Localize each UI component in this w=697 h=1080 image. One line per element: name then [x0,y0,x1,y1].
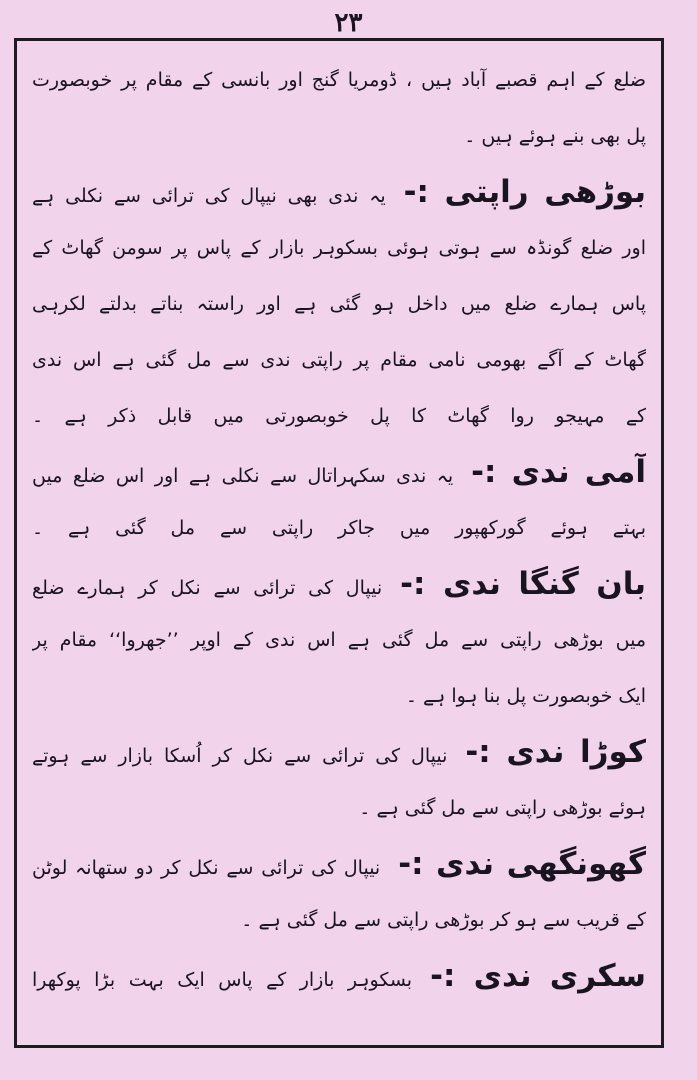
text-line [32,276,646,332]
line-text: میں بوڑھی راپتی سے مل گئی ہے اس ندی کے اوپر ’’جھروا‘‘ مقام پر [32,629,646,651]
text-line [32,892,646,948]
text-body [32,52,646,1004]
line-text: یہ ندی سکہراتال سے نکلی ہے اور اس ضلع میں [32,465,454,487]
text-line [32,668,646,724]
section-heading: بان گنگا ندی :- [400,566,646,602]
text-line [32,108,646,164]
line-text: پاس ہمارے ضلع میں داخل ہو گئی ہے اور راستہ بناتے بدلتے لکرہی [32,293,646,315]
line-text: نیپال کی ترائی سے نکل کر دو ستھانہ لوٹن [32,857,381,879]
line-text: نیپال کی ترائی سے نکل کر ہمارے ضلع [32,577,383,599]
page-number: ۲۳ [334,8,363,38]
line-text: نیپال کی ترائی سے نکل کر اُسکا بازار سے ہوتے [32,745,448,767]
text-line [32,612,646,668]
section-heading: آمی ندی :- [471,454,646,490]
section-line [32,724,646,780]
line-text: ایک خوبصورت پل بنا ہوا ہے ۔ [405,685,646,707]
line-text: ضلع کے اہم قصبے آباد ہیں ، ڈومریا گنج اور بانسی کے مقام پر خوبصورت [32,69,646,91]
text-line [32,332,646,388]
section-line [32,836,646,892]
section-line [32,164,646,220]
section-heading: بوڑھی راپتی :- [403,174,646,210]
text-line [32,780,646,836]
text-line [32,52,646,108]
section-line [32,556,646,612]
section-line [32,948,646,1004]
line-text: کے مہیجو روا گھاٹ کا پل خوبصورتی میں قابل ذکر ہے ۔ [32,405,646,427]
line-text: بسکوہر بازار کے پاس ایک بہت بڑا پوکھرا [32,969,413,991]
line-text: بہتے ہوئے گورکھپور میں جاکر راپتی سے مل گئی ہے ۔ [32,517,646,539]
line-text: ہوئے بوڑھی راپتی سے مل گئی ہے ۔ [359,797,646,819]
text-line [32,220,646,276]
line-text: پل بھی بنے ہوئے ہیں ۔ [464,125,646,147]
section-heading: گھونگھی ندی :- [398,846,646,882]
line-text: اور ضلع گونڈہ سے ہوتی ہوئی بسکوہر بازار کے پاس پر سومن گھاٹ کے [32,237,646,259]
section-heading: کوڑا ندی :- [465,734,646,770]
section-heading: سکری ندی :- [430,958,646,994]
text-line [32,500,646,556]
text-line [32,388,646,444]
line-text: کے قریب سے ہو کر بوڑھی راپتی سے مل گئی ہے ۔ [241,909,646,931]
line-text: یہ ندی بھی نیپال کی ترائی سے نکلی ہے [32,185,386,207]
line-text: گھاٹ کے آگے بھومی نامی مقام پر راپتی ندی سے مل گئی ہے اس ندی [32,349,646,371]
section-line [32,444,646,500]
